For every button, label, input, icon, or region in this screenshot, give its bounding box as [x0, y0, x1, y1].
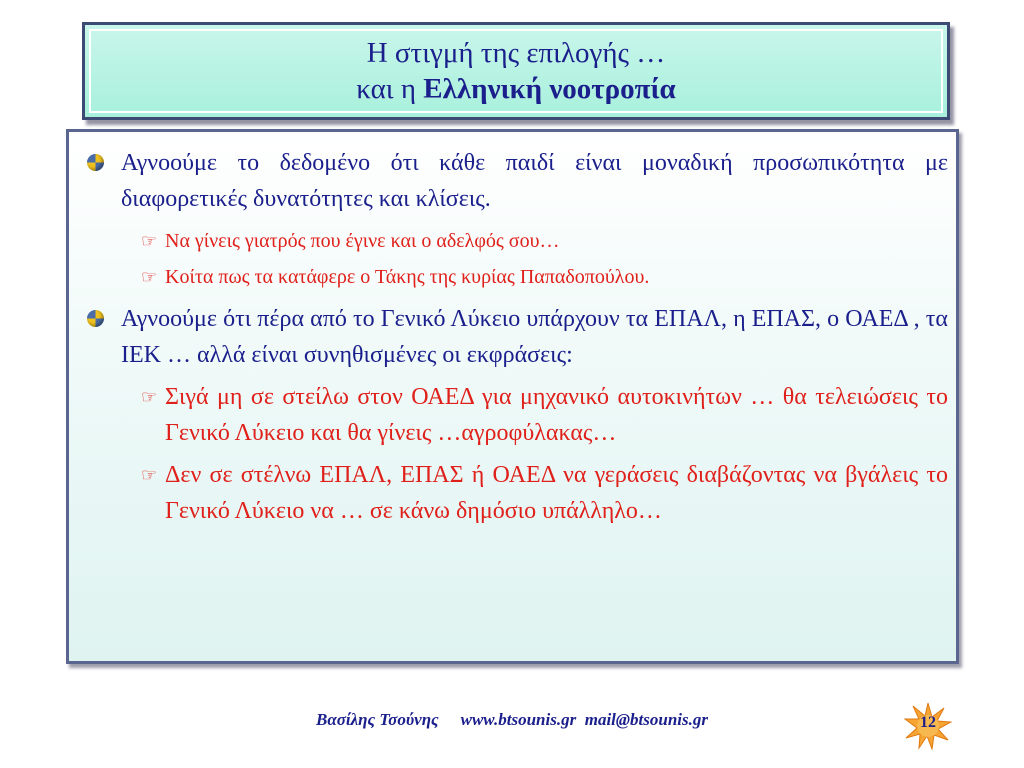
sub-bullet-1-1 [79, 223, 948, 259]
page-number: 12 [920, 714, 936, 731]
title-line-2-bold: Ελληνική νοοτροπία [423, 73, 676, 105]
pointing-hand-icon: ☞ [141, 231, 158, 251]
sub-bullet-1-2 [79, 259, 948, 295]
pointing-hand-icon: ☞ [141, 465, 158, 485]
title-line-2 [356, 71, 676, 107]
sub-bullet-text: Να γίνεις γιατρός που έγινε και ο αδελφός σου… [165, 230, 560, 252]
sub-bullet-2-2 [79, 457, 948, 529]
bullet-text-1: Αγνοούμε το δεδομένο ότι κάθε παιδί είναι μοναδική προσωπικότητα με διαφορετικές δυνατότητες και κλίσεις. [121, 150, 948, 212]
title-line-2-prefix: και η [356, 73, 424, 105]
title-line-1: Η στιγμή της επιλογής … [366, 37, 666, 69]
footer-email: mail@btsounis.gr [584, 710, 708, 729]
sub-bullet-text: Κοίτα πως τα κατάφερε ο Τάκης της κυρίας Παπαδοπούλου. [165, 266, 650, 288]
footer-website: www.btsounis.gr [460, 710, 577, 729]
bullet-item-2 [79, 301, 948, 373]
bullet-item-1 [79, 145, 948, 217]
sphere-bullet-icon [87, 154, 104, 171]
slide-title [89, 29, 943, 113]
content-box [66, 129, 959, 664]
pointing-hand-icon: ☞ [141, 267, 158, 287]
page-number-badge [904, 702, 952, 750]
sub-bullet-2-1 [79, 379, 948, 451]
title-box [82, 22, 950, 120]
sub-bullet-text: Σιγά μη σε στείλω στον ΟΑΕΔ για μηχανικό αυτοκινήτων … θα τελειώσεις το Γενικό Λύκειο και θα γίνεις …αγροφύλακας… [165, 384, 948, 446]
pointing-hand-icon: ☞ [141, 387, 158, 407]
sphere-bullet-icon [87, 310, 104, 327]
sub-bullet-text: Δεν σε στέλνω ΕΠΑΛ, ΕΠΑΣ ή ΟΑΕΔ να γεράσεις διαβάζοντας να βγάλεις το Γενικό Λύκειο να … σε κάνω δημόσιο υπάλληλο… [165, 462, 948, 524]
footer-author: Βασίλης Τσούνης [316, 710, 439, 729]
bullet-text-2: Αγνοούμε ότι πέρα από το Γενικό Λύκειο υπάρχουν τα ΕΠΑΛ, η ΕΠΑΣ, ο ΟΑΕΔ , τα ΙΕΚ … αλλά είναι συνηθισμένες οι εκφράσεις: [121, 306, 948, 368]
footer [0, 710, 1024, 730]
